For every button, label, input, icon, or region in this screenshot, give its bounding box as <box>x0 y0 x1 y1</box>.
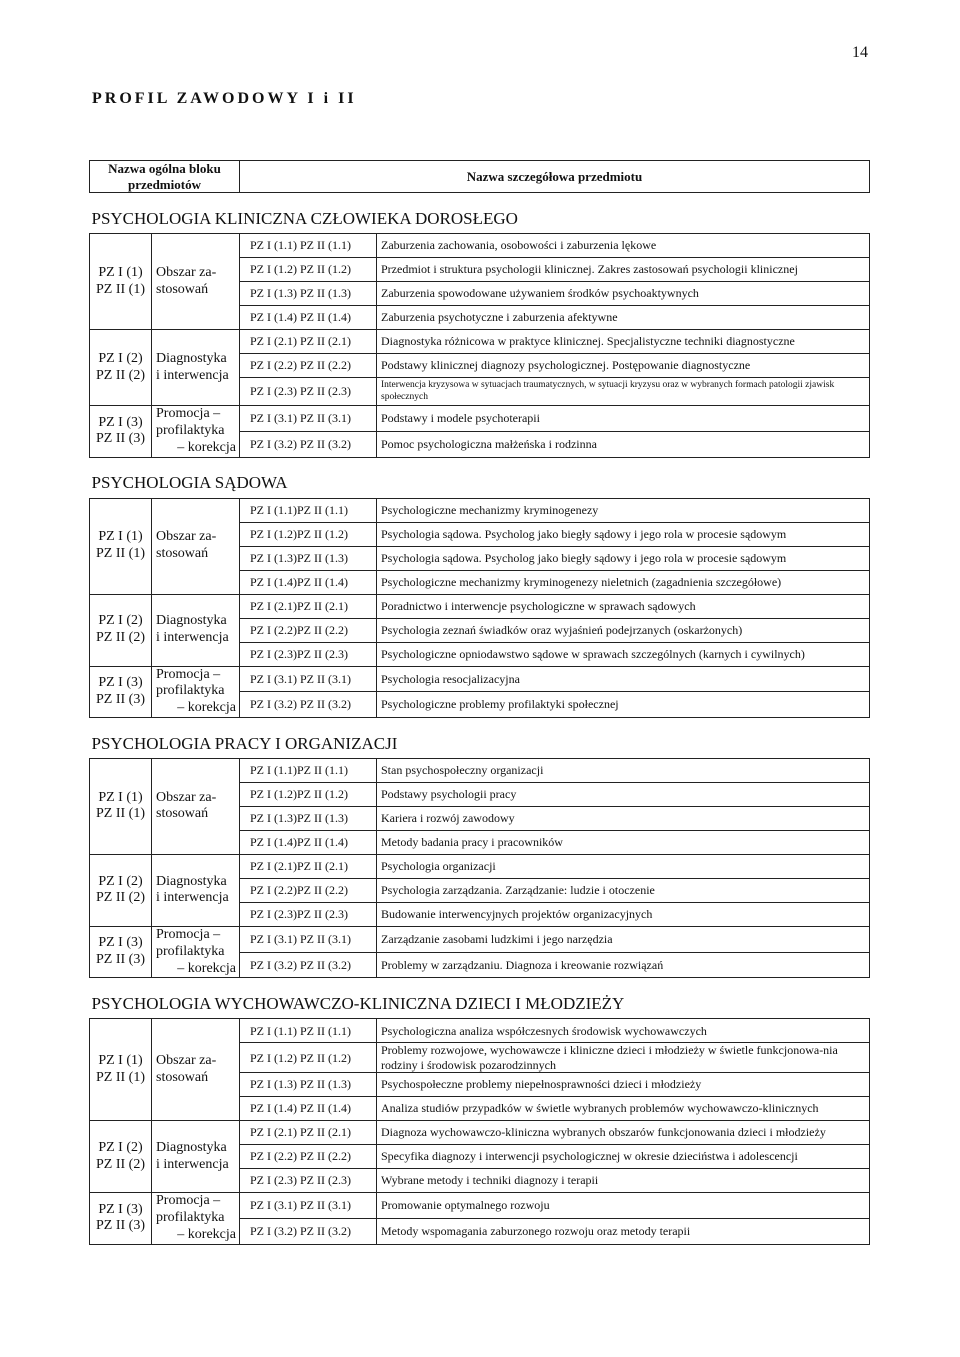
subject-code: PZ I (2.2) PZ II (2.2) <box>240 354 377 378</box>
subject-code: PZ I (1.2) PZ II (1.2) <box>240 258 377 282</box>
group-pz-code <box>90 234 152 330</box>
pz-code-line: PZ I (2) <box>98 873 143 889</box>
subject-code: PZ I (2.2)PZ II (2.2) <box>240 618 377 642</box>
area-line: Obszar za- <box>156 264 217 280</box>
group-area <box>152 1193 240 1244</box>
profile-table <box>89 160 870 1245</box>
section-title: PSYCHOLOGIA SĄDOWA <box>90 457 870 498</box>
group-area <box>152 926 240 977</box>
subject-name: Psychologia zarządzania. Zarządzanie: ludzie i otoczenie <box>377 878 870 902</box>
area-line: – korekcja <box>177 439 236 455</box>
table-row <box>90 594 870 618</box>
subject-code: PZ I (2.3) PZ II (2.3) <box>240 378 377 406</box>
subject-name: Problemy rozwojowe, wychowawcze i kliniczne dzieci i młodzieży w świetle funkcjonowa-nia rodziny i środowisk pozarodzinnych <box>377 1043 870 1073</box>
subject-name: Zaburzenia spowodowane używaniem środków psychoaktywnych <box>377 282 870 306</box>
table-row <box>90 1019 870 1043</box>
area-line: – korekcja <box>177 700 236 716</box>
area-line: Promocja – <box>156 926 221 942</box>
subject-code: PZ I (1.2)PZ II (1.2) <box>240 522 377 546</box>
subject-name: Psychologia organizacji <box>377 854 870 878</box>
subject-code: PZ I (2.2) PZ II (2.2) <box>240 1145 377 1169</box>
subject-code: PZ I (1.4) PZ II (1.4) <box>240 306 377 330</box>
subject-code: PZ I (3.2) PZ II (3.2) <box>240 431 377 457</box>
pz-code-line: PZ I (1) <box>98 789 143 805</box>
subject-code: PZ I (3.1) PZ II (3.1) <box>240 666 377 692</box>
area-line: – korekcja <box>177 960 236 976</box>
group-pz-code <box>90 594 152 666</box>
group-pz-code <box>90 758 152 854</box>
group-area <box>152 666 240 717</box>
subject-code: PZ I (3.1) PZ II (3.1) <box>240 406 377 432</box>
subject-code: PZ I (1.2)PZ II (1.2) <box>240 782 377 806</box>
subject-name: Psychologiczna analiza współczesnych środowisk wychowawczych <box>377 1019 870 1043</box>
subject-code: PZ I (2.3)PZ II (2.3) <box>240 642 377 666</box>
subject-code: PZ I (3.2) PZ II (3.2) <box>240 1218 377 1244</box>
area-line: i interwencja <box>156 1156 229 1172</box>
area-line: Promocja – <box>156 1193 221 1209</box>
group-area <box>152 406 240 457</box>
subject-name: Podstawy psychologii pracy <box>377 782 870 806</box>
group-area <box>152 1019 240 1121</box>
pz-code-line: PZ II (2) <box>96 367 145 383</box>
subject-name: Psychologiczne mechanizmy kryminogenezy <box>377 498 870 522</box>
subject-code: PZ I (1.3) PZ II (1.3) <box>240 1073 377 1097</box>
area-line: Obszar za- <box>156 529 217 545</box>
subject-code: PZ I (1.3)PZ II (1.3) <box>240 546 377 570</box>
area-line: Diagnostyka <box>156 873 227 889</box>
subject-name: Zaburzenia zachowania, osobowości i zaburzenia lękowe <box>377 234 870 258</box>
pz-code-line: PZ I (3) <box>98 674 143 690</box>
area-line: Diagnostyka <box>156 613 227 629</box>
pz-code-line: PZ I (1) <box>98 264 143 280</box>
subject-code: PZ I (2.1) PZ II (2.1) <box>240 330 377 354</box>
table-row <box>90 1193 870 1219</box>
area-line: stosowań <box>156 1069 209 1085</box>
pz-code-line: PZ II (2) <box>96 630 145 646</box>
section-title: PSYCHOLOGIA WYCHOWAWCZO-KLINICZNA DZIECI I MŁODZIEŻY <box>90 978 870 1019</box>
pz-code-line: PZ I (3) <box>98 935 143 951</box>
group-area <box>152 1121 240 1193</box>
subject-name: Problemy w zarządzaniu. Diagnoza i kreowanie rozwiązań <box>377 952 870 978</box>
subject-name: Psychologia resocjalizacyjna <box>377 666 870 692</box>
subject-name: Wybrane metody i techniki diagnozy i terapii <box>377 1169 870 1193</box>
pz-code-line: PZ II (2) <box>96 1156 145 1172</box>
subject-code: PZ I (1.2) PZ II (1.2) <box>240 1043 377 1073</box>
group-area <box>152 758 240 854</box>
pz-code-line: PZ II (1) <box>96 546 145 562</box>
subject-code: PZ I (2.3)PZ II (2.3) <box>240 902 377 926</box>
subject-name: Psychologiczne opniodawstwo sądowe w sprawach szczególnych (karnych i cywilnych) <box>377 642 870 666</box>
area-line: profilaktyka <box>156 422 225 438</box>
pz-code-line: PZ I (1) <box>98 529 143 545</box>
group-area <box>152 330 240 406</box>
group-area <box>152 854 240 926</box>
pz-code-line: PZ II (3) <box>96 431 145 447</box>
pz-code-line: PZ II (2) <box>96 890 145 906</box>
subject-code: PZ I (3.2) PZ II (3.2) <box>240 952 377 978</box>
subject-name: Podstawy i modele psychoterapii <box>377 406 870 432</box>
subject-name: Zaburzenia psychotyczne i zaburzenia afektywne <box>377 306 870 330</box>
area-line: i interwencja <box>156 367 229 383</box>
pz-code-line: PZ I (2) <box>98 350 143 366</box>
pz-code-line: PZ II (1) <box>96 1069 145 1085</box>
area-line: Diagnostyka <box>156 350 227 366</box>
pz-code-line: PZ II (1) <box>96 806 145 822</box>
pz-code-line: PZ II (3) <box>96 952 145 968</box>
section-title: PSYCHOLOGIA PRACY I ORGANIZACJI <box>90 717 870 758</box>
group-pz-code <box>90 330 152 406</box>
subject-code: PZ I (1.4) PZ II (1.4) <box>240 1097 377 1121</box>
subject-code: PZ I (1.1) PZ II (1.1) <box>240 234 377 258</box>
group-pz-code <box>90 1019 152 1121</box>
subject-code: PZ I (2.3) PZ II (2.3) <box>240 1169 377 1193</box>
subject-name: Pomoc psychologiczna małżeńska i rodzinna <box>377 431 870 457</box>
group-pz-code <box>90 1193 152 1244</box>
page-title: PROFIL ZAWODOWY I i II <box>92 90 357 107</box>
area-line: stosowań <box>156 281 209 297</box>
area-line: profilaktyka <box>156 943 225 959</box>
subject-code: PZ I (2.1)PZ II (2.1) <box>240 594 377 618</box>
area-line: Obszar za- <box>156 789 217 805</box>
subject-code: PZ I (1.4)PZ II (1.4) <box>240 830 377 854</box>
subject-name: Zarządzanie zasobami ludzkimi i jego narzędzia <box>377 926 870 952</box>
subject-code: PZ I (1.3) PZ II (1.3) <box>240 282 377 306</box>
subject-name: Diagnoza wychowawczo-kliniczna wybranych obszarów funkcjonowania dzieci i młodzieży <box>377 1121 870 1145</box>
subject-code: PZ I (1.1)PZ II (1.1) <box>240 498 377 522</box>
subject-name: Kariera i rozwój zawodowy <box>377 806 870 830</box>
section-title: PSYCHOLOGIA KLINICZNA CZŁOWIEKA DOROSŁEGO <box>90 193 870 234</box>
pz-code-line: PZ I (1) <box>98 1052 143 1068</box>
group-area <box>152 498 240 594</box>
subject-code: PZ I (2.2)PZ II (2.2) <box>240 878 377 902</box>
pz-code-line: PZ I (3) <box>98 414 143 430</box>
table-row <box>90 406 870 432</box>
group-pz-code <box>90 666 152 717</box>
subject-name: Metody badania pracy i pracowników <box>377 830 870 854</box>
subject-name: Psychologia sądowa. Psycholog jako biegły sądowy i jego rola w procesie sądowym <box>377 522 870 546</box>
section-title-row <box>90 457 870 498</box>
group-pz-code <box>90 854 152 926</box>
subject-name: Stan psychospołeczny organizacji <box>377 758 870 782</box>
area-line: stosowań <box>156 546 209 562</box>
subject-name: Promowanie optymalnego rozwoju <box>377 1193 870 1219</box>
area-line: Promocja – <box>156 666 221 682</box>
group-pz-code <box>90 406 152 457</box>
pz-code-line: PZ II (1) <box>96 281 145 297</box>
header-subject-name: Nazwa szczegółowa przedmiotu <box>240 161 870 193</box>
pz-code-line: PZ II (3) <box>96 691 145 707</box>
subject-name: Specyfika diagnozy i interwencji psychologicznej w okresie dzieciństwa i adolescencji <box>377 1145 870 1169</box>
subject-name: Metody wspomagania zaburzonego rozwoju oraz metody terapii <box>377 1218 870 1244</box>
table-row <box>90 854 870 878</box>
subject-code: PZ I (3.1) PZ II (3.1) <box>240 1193 377 1219</box>
table-row <box>90 498 870 522</box>
subject-name: Psychologia sądowa. Psycholog jako biegły sądowy i jego rola w procesie sądowym <box>377 546 870 570</box>
area-line: Promocja – <box>156 406 221 422</box>
section-title-row <box>90 978 870 1019</box>
table-header-row <box>90 161 870 193</box>
table-row <box>90 1121 870 1145</box>
subject-code: PZ I (1.1) PZ II (1.1) <box>240 1019 377 1043</box>
area-line: Diagnostyka <box>156 1139 227 1155</box>
area-line: stosowań <box>156 806 209 822</box>
table-row <box>90 926 870 952</box>
area-line: – korekcja <box>177 1226 236 1242</box>
table-row <box>90 234 870 258</box>
section-title-row <box>90 193 870 234</box>
area-line: profilaktyka <box>156 683 225 699</box>
subject-name: Poradnictwo i interwencje psychologiczne w sprawach sądowych <box>377 594 870 618</box>
area-line: profilaktyka <box>156 1209 225 1225</box>
area-line: Obszar za- <box>156 1052 217 1068</box>
group-area <box>152 594 240 666</box>
subject-code: PZ I (2.1) PZ II (2.1) <box>240 1121 377 1145</box>
group-pz-code <box>90 498 152 594</box>
subject-code: PZ I (1.1)PZ II (1.1) <box>240 758 377 782</box>
subject-code: PZ I (3.1) PZ II (3.1) <box>240 926 377 952</box>
subject-name: Diagnostyka różnicowa w praktyce klinicznej. Specjalistyczne techniki diagnostyczne <box>377 330 870 354</box>
pz-code-line: PZ II (3) <box>96 1218 145 1234</box>
area-line: i interwencja <box>156 630 229 646</box>
subject-name: Budowanie interwencyjnych projektów organizacyjnych <box>377 902 870 926</box>
area-line: i interwencja <box>156 890 229 906</box>
page-number: 14 <box>852 44 868 61</box>
group-pz-code <box>90 1121 152 1193</box>
subject-code: PZ I (1.4)PZ II (1.4) <box>240 570 377 594</box>
table-row <box>90 758 870 782</box>
group-pz-code <box>90 926 152 977</box>
table-row <box>90 330 870 354</box>
subject-name: Psychologiczne problemy profilaktyki społecznej <box>377 692 870 718</box>
group-area <box>152 234 240 330</box>
subject-name: Przedmiot i struktura psychologii klinicznej. Zakres zastosowań psychologii klinicznej <box>377 258 870 282</box>
subject-code: PZ I (2.1)PZ II (2.1) <box>240 854 377 878</box>
subject-name: Psychologiczne mechanizmy kryminogenezy nieletnich (zagadnienia szczegółowe) <box>377 570 870 594</box>
subject-code: PZ I (3.2) PZ II (3.2) <box>240 692 377 718</box>
subject-name: Analiza studiów przypadków w świetle wybranych problemów wychowawczo-klinicznych <box>377 1097 870 1121</box>
header-block-name: Nazwa ogólna bloku przedmiotów <box>90 161 240 193</box>
subject-code: PZ I (1.3)PZ II (1.3) <box>240 806 377 830</box>
subject-name: Interwencja kryzysowa w sytuacjach traumatycznych, w sytuacji kryzysu oraz w wybranych formach patologii zjawisk społecznych <box>377 378 870 406</box>
subject-name: Podstawy klinicznej diagnozy psychologicznej. Postępowanie diagnostyczne <box>377 354 870 378</box>
pz-code-line: PZ I (3) <box>98 1201 143 1217</box>
pz-code-line: PZ I (2) <box>98 613 143 629</box>
subject-name: Psychologia zeznań świadków oraz wyjaśnień podejrzanych (oskarżonych) <box>377 618 870 642</box>
pz-code-line: PZ I (2) <box>98 1139 143 1155</box>
section-title-row <box>90 717 870 758</box>
subject-name: Psychospołeczne problemy niepełnosprawności dzieci i młodzieży <box>377 1073 870 1097</box>
table-row <box>90 666 870 692</box>
